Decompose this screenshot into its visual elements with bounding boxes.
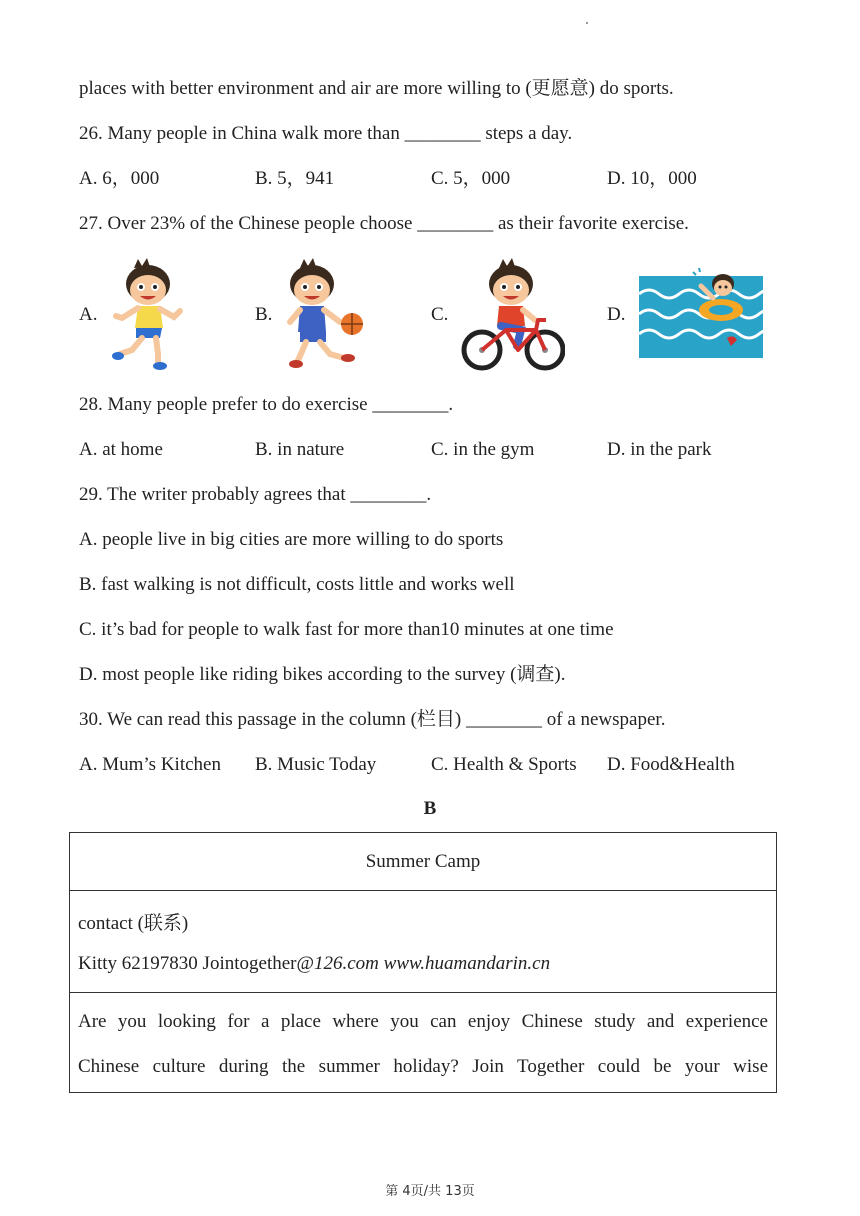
q28-option-d[interactable]: D. in the park	[607, 439, 712, 460]
q30-option-d[interactable]: D. Food&Health	[607, 754, 735, 775]
q29-option-b[interactable]: B. fast walking is not difficult, costs little and works well	[79, 574, 515, 595]
contact-label: contact (联系)	[78, 913, 189, 934]
q26-option-c[interactable]: C. 5，000	[431, 168, 511, 189]
summer-camp-table	[69, 832, 777, 1093]
q27-option-b-label[interactable]: B.	[255, 304, 273, 325]
q28-option-a[interactable]: A. at home	[79, 439, 163, 460]
table-title: Summer Camp	[365, 850, 481, 872]
q29-option-c[interactable]: C. it’s bad for people to walk fast for more than10 minutes at one time	[79, 619, 614, 640]
contact-website[interactable]: www.huamandarin.cn	[383, 953, 551, 974]
scan-speck	[586, 22, 588, 24]
contact-name-phone: Kitty 62197830 Jointogether@	[78, 953, 314, 974]
q30-option-c[interactable]: C. Health & Sports	[431, 754, 577, 775]
q29-option-a[interactable]: A. people live in big cities are more willing to do sports	[79, 529, 504, 550]
question-26: 26. Many people in China walk more than ________ steps a day.	[79, 123, 573, 144]
intro-line-2: Chinese culture during the summer holiday? Join Together could be your wise	[78, 1056, 768, 1077]
q30-option-a[interactable]: A. Mum’s Kitchen	[79, 754, 221, 775]
table-contact-row	[70, 890, 776, 992]
passage-tail-line: places with better environment and air are more willing to (更愿意) do sports.	[79, 78, 674, 99]
q27-option-d-label[interactable]: D.	[607, 304, 626, 325]
table-title-row	[70, 833, 776, 890]
running-boy-icon[interactable]	[104, 254, 186, 372]
question-28: 28. Many people prefer to do exercise ________.	[79, 394, 454, 415]
page-footer: 第 4页/共 13页	[385, 1184, 475, 1199]
q29-option-d[interactable]: D. most people like riding bikes according to the survey (调查).	[79, 664, 566, 685]
contact-details	[78, 953, 550, 975]
q30-option-b[interactable]: B. Music Today	[255, 754, 377, 775]
q27-option-c-label[interactable]: C.	[431, 304, 449, 325]
intro-line-1: Are you looking for a place where you can enjoy Chinese study and experience	[78, 1011, 768, 1032]
q26-option-a[interactable]: A. 6，000	[79, 168, 160, 189]
q28-option-b[interactable]: B. in nature	[255, 439, 345, 460]
section-b-heading: B	[423, 798, 437, 819]
q26-option-d[interactable]: D. 10，000	[607, 168, 697, 189]
table-intro-row	[70, 992, 776, 1092]
question-27: 27. Over 23% of the Chinese people choose ________ as their favorite exercise.	[79, 213, 689, 234]
basketball-boy-icon[interactable]	[278, 254, 370, 372]
question-29: 29. The writer probably agrees that ________.	[79, 484, 432, 505]
swimming-boy-icon[interactable]	[639, 266, 763, 358]
contact-email-domain[interactable]: 126.com	[313, 953, 379, 974]
q28-option-c[interactable]: C. in the gym	[431, 439, 535, 460]
q27-option-a-label[interactable]: A.	[79, 304, 98, 325]
question-30: 30. We can read this passage in the column (栏目) ________ of a newspaper.	[79, 709, 666, 730]
q26-option-b[interactable]: B. 5，941	[255, 168, 335, 189]
cycling-boy-icon[interactable]	[461, 254, 565, 372]
